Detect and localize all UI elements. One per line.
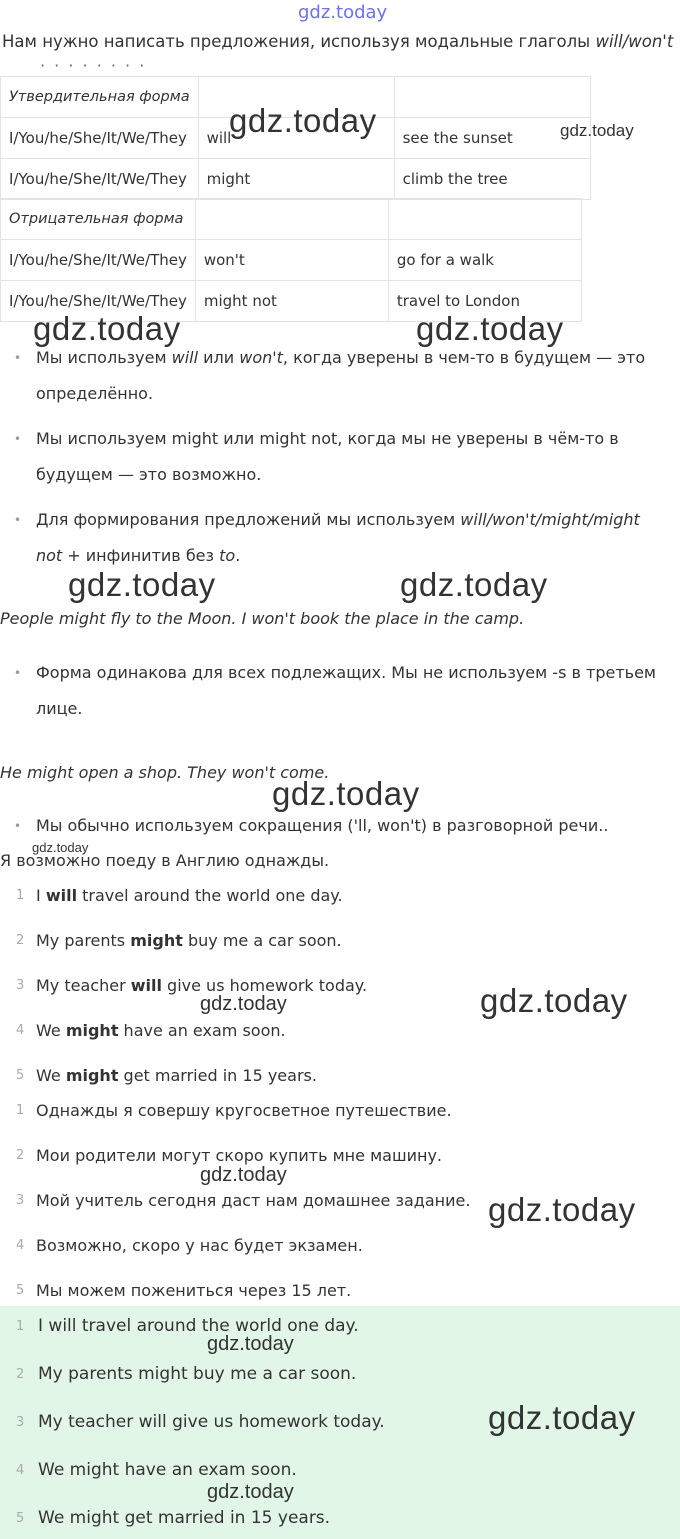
table-cell: might [198, 159, 394, 200]
table-cell: climb the tree [394, 159, 590, 200]
bullet-will-wont: • Мы используем will или won't, когда уверены в чем-то в будущем — это определённо. [14, 340, 664, 412]
bullet-contractions: • Мы обычно используем сокращения ('ll, won't) в разговорной речи.. [14, 808, 664, 844]
table-header: Утвердительная форма [1, 77, 199, 118]
negative-table [0, 198, 582, 322]
watermark: gdz.today [272, 775, 420, 812]
table-cell: travel to London [388, 281, 581, 322]
answer-block: 1 I will travel around the world one day. 2 My parents might buy me a car soon. 3 My teacher will give us homework today. 4 We might have an exam soon. 5 We might get married in 15 years. [0, 1306, 680, 1539]
watermark: gdz.today [33, 310, 181, 347]
watermark: gdz.today [488, 1399, 636, 1436]
intro-italic: will/won't [595, 32, 674, 51]
table-cell: see the sunset [394, 118, 590, 159]
bullet-same-form: • Форма одинакова для всех подлежащих. Мы не используем -s в третьем лице. [14, 655, 664, 727]
watermark: gdz.today [229, 102, 377, 139]
watermark: gdz.today [560, 121, 634, 140]
table-cell: will [198, 118, 394, 159]
table-cell: go for a walk [388, 240, 581, 281]
watermark: gdz.today [207, 1333, 294, 1355]
table-cell: I/You/he/She/It/We/They [1, 159, 199, 200]
example-sentence-1: People might fly to the Moon. I won't book the place in the camp. [0, 609, 525, 628]
table-cell: I/You/he/She/It/We/They [1, 240, 196, 281]
table-cell: I/You/he/She/It/We/They [1, 281, 196, 322]
bullet-might: • Мы используем might или might not, когда мы не уверены в чём-то в будущем — это возможно. [14, 421, 664, 493]
watermark: gdz.today [207, 1481, 294, 1503]
watermark: gdz.today [32, 840, 89, 855]
intro-cut-line: · · · · · · · · [40, 56, 147, 75]
sample-sentence: Я возможно поеду в Англию однажды. [0, 851, 330, 870]
table-row [1, 240, 582, 281]
table-header: Отрицательная форма [1, 199, 196, 240]
table-cell: might not [195, 281, 388, 322]
watermark: gdz.today [416, 310, 564, 347]
watermark-top: gdz.today [298, 2, 388, 23]
intro-main: Нам нужно написать предложения, используя модальные глаголы [2, 32, 596, 51]
bullet-formation: • Для формирования предложений мы используем will/won't/might/might not + инфинитив без to. [14, 502, 664, 574]
example-sentence-2: He might open a shop. They won't come. [0, 763, 330, 782]
intro-text [2, 32, 673, 51]
watermark: gdz.today [400, 566, 548, 603]
watermark: gdz.today [200, 993, 287, 1015]
watermark: gdz.today [200, 1164, 287, 1186]
table-cell: won't [195, 240, 388, 281]
watermark: gdz.today [480, 982, 628, 1019]
table-cell: I/You/he/She/It/We/They [1, 118, 199, 159]
table-row [1, 159, 591, 200]
watermark: gdz.today [488, 1191, 636, 1228]
watermark: gdz.today [68, 566, 216, 603]
table-row [1, 199, 582, 240]
